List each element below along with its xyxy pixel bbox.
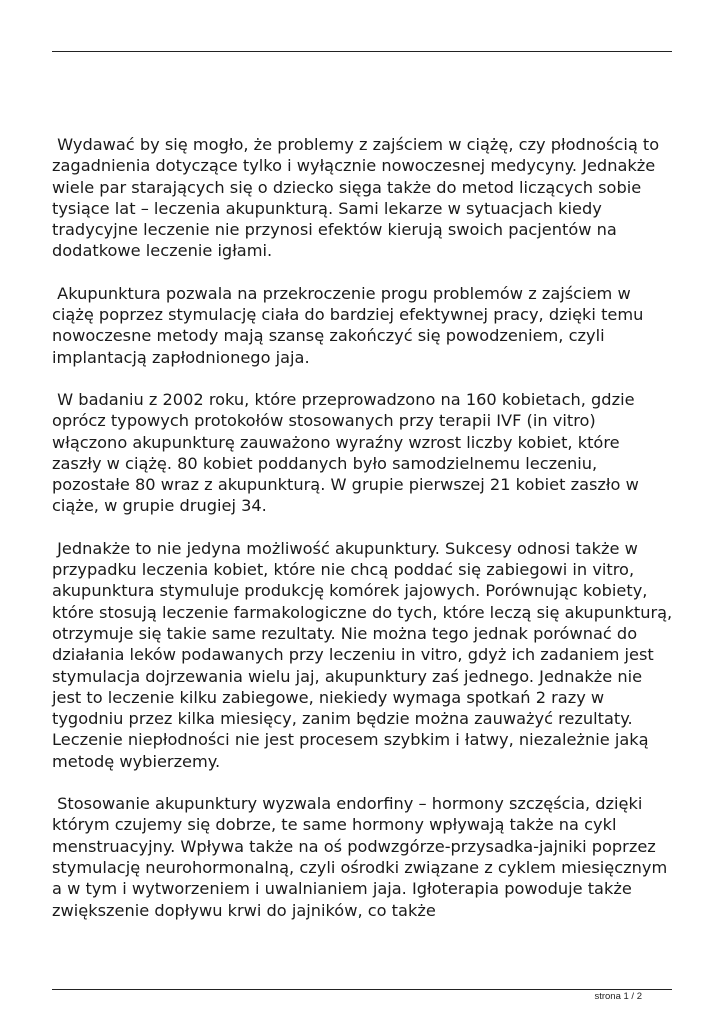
paragraph-3: W badaniu z 2002 roku, które przeprowadzono na 160 kobietach, gdzie oprócz typowych protokołów stosowanych przy terapii IVF (in vitro) włączono akupunkturę zauważono wyraźny wzrost liczby kobiet, które zaszły w ciążę. 80 kobiet poddanych było samodzielnemu leczeniu, pozostałe 80 wraz z akupunkturą. W grupie pierwszej 21 kobiet zaszło w ciąże, w grupie drugiej 34.: [52, 389, 639, 516]
footer-rule: [52, 989, 672, 990]
paragraph-1: Wydawać by się mogło, że problemy z zajściem w ciążę, czy płodnością to zagadnienia dotyczące tylko i wyłącznie nowoczesnej medycyny. Jednakże wiele par starających się o dziecko sięga także do metod liczących sobie tysiące lat – leczenia akupunkturą. Sami lekarze w sytuacjach kiedy tradycyjne leczenie nie przynosi efektów kierują swoich pacjentów na dodatkowe leczenie igłami.: [52, 135, 660, 261]
paragraph-5: Stosowanie akupunktury wyzwala endorfiny – hormony szczęścia, dzięki którym czujemy się dobrze, te same hormony wpływają także na cykl menstruacyjny. Wpływa także na oś podwzgórze-przysadka-jajniki poprzez stymulację neurohormonalną, czyli ośrodki związane z cyklem miesięcznym a w tym i wytworzeniem i uwalnianiem jaja. Igłoterapia powoduje także zwiększenie dopływu krwi do jajników, co także: [52, 794, 668, 920]
page-number: strona 1 / 2: [594, 991, 642, 1002]
paragraph-4: Jednakże to nie jedyna możliwość akupunktury. Sukcesy odnosi także w przypadku leczenia kobiet, które nie chcą poddać się zabiegowi in vitro, akupunktura stymuluje produkcję komórek jajowych. Porównując kobiety, które stosują leczenie farmakologiczne do tych, które leczą się akupunkturą, otrzymuje się takie same rezultaty. Nie można tego jednak porównać do działania leków podawanych przy leczeniu in vitro, gdyż ich zadaniem jest stymulacja dojrzewania wielu jaj, akupunktury zaś jednego. Jednakże nie jest to leczenie kilku zabiegowe, niekiedy wymaga spotkań 2 razy w tygodniu przez kilka miesięcy, zanim będzie można zauważyć rezultaty. Leczenie niepłodności nie jest procesem szybkim i łatwy, niezależnie jaką metodę wybierzemy.: [52, 538, 673, 771]
header-rule: [52, 51, 672, 52]
paragraph-2: Akupunktura pozwala na przekroczenie progu problemów z zajściem w ciążę poprzez stymulację ciała do bardziej efektywnej pracy, dzięki temu nowoczesne metody mają szansę zakończyć się powodzeniem, czyli implantacją zapłodnionego jaja.: [52, 283, 644, 367]
document-body: [52, 134, 674, 942]
